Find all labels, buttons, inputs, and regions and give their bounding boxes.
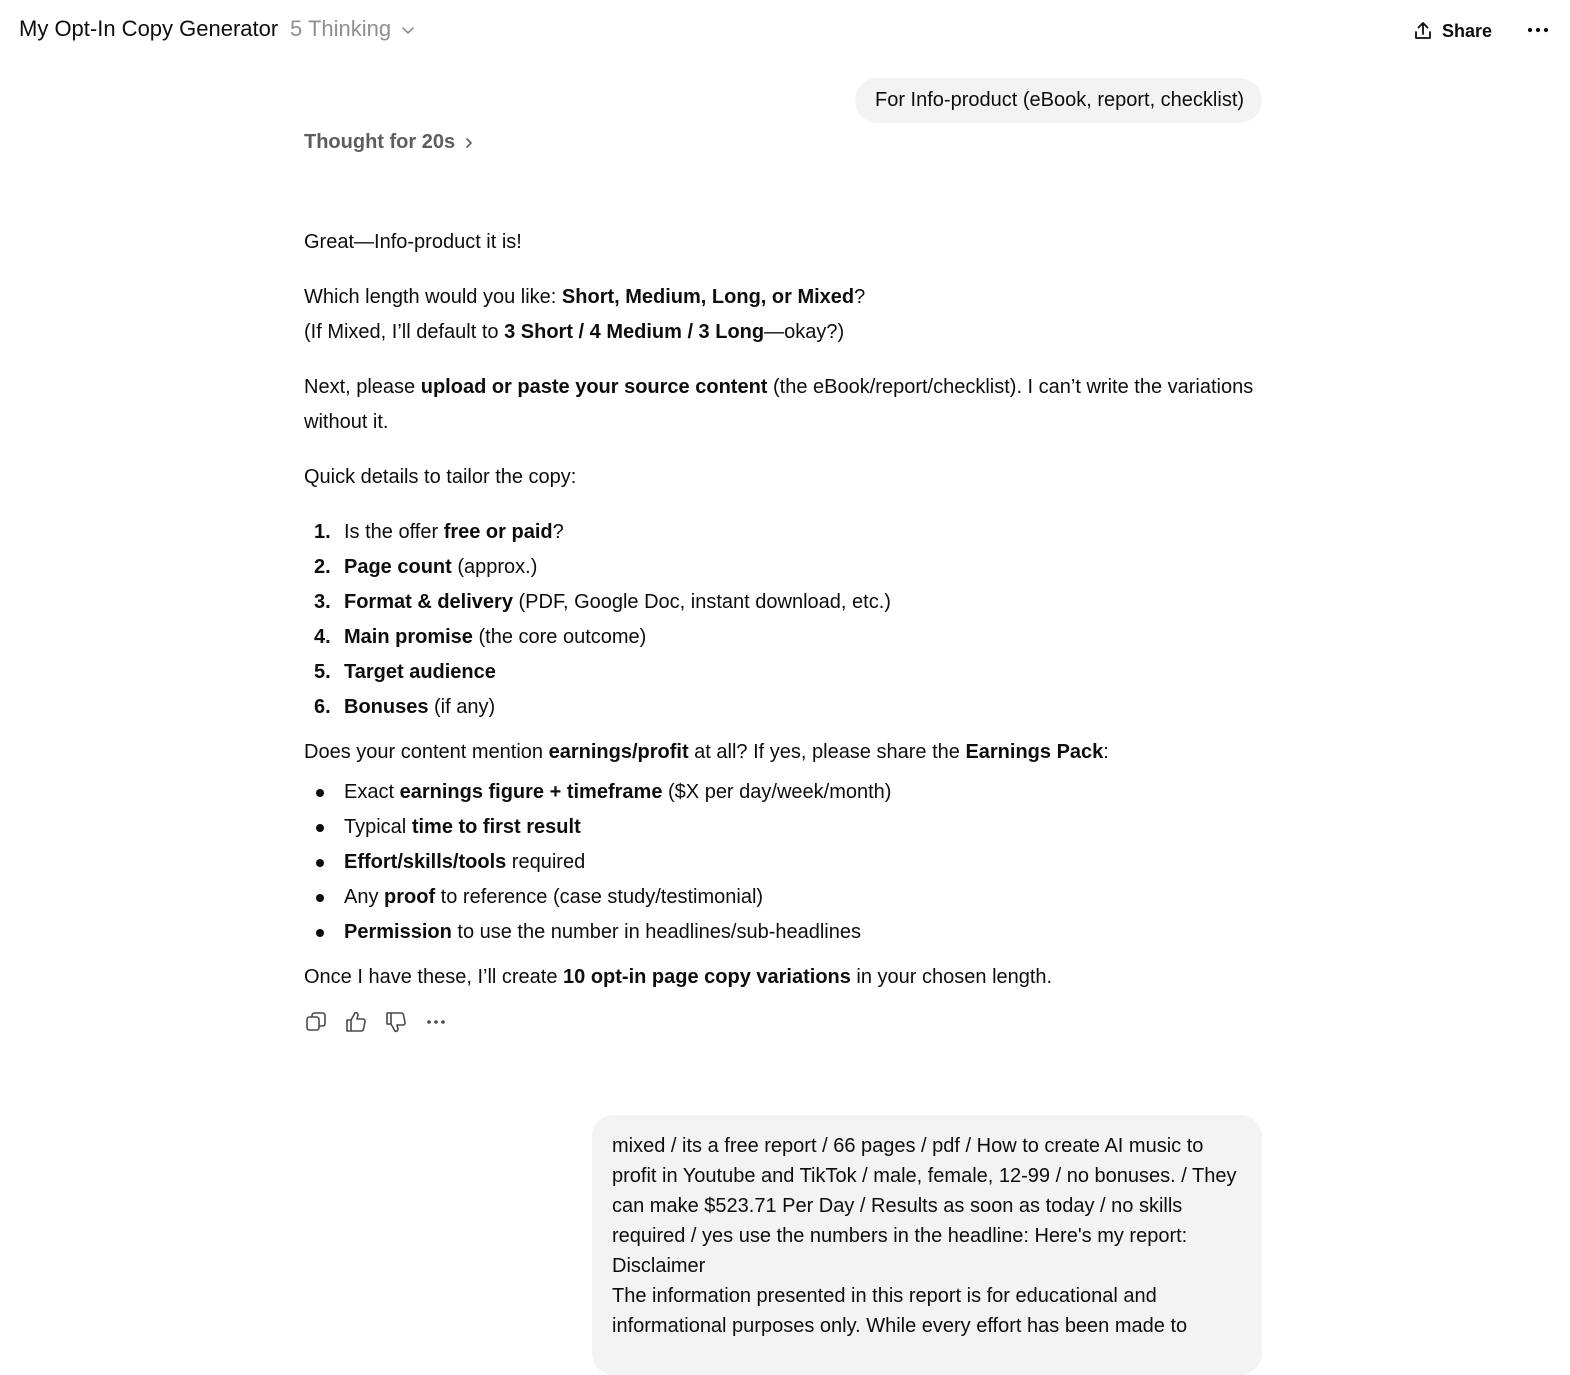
- chevron-right-icon: [463, 136, 475, 150]
- text: (the eBook/report/checklist). I can’t write the variations: [767, 376, 1254, 398]
- bold-text: Earnings Pack: [965, 741, 1104, 763]
- answer-paragraph: [304, 738, 1109, 766]
- text: (if any): [428, 696, 496, 718]
- bold-text: Page count: [344, 556, 452, 578]
- text: (approx.): [451, 556, 538, 578]
- chevron-down-icon[interactable]: [400, 22, 416, 38]
- text: Great—Info-product it is!: [304, 231, 522, 253]
- list-number: 3.: [314, 591, 331, 613]
- bold-text: Permission: [344, 921, 452, 943]
- bullet-dot: [316, 894, 324, 902]
- bold-text: earnings figure + timeframe: [399, 781, 663, 803]
- answer-paragraph: [304, 463, 576, 491]
- text: (PDF, Google Doc, instant download, etc.): [512, 591, 891, 613]
- message-line: required / yes use the numbers in the headline: Here's my report:: [612, 1225, 1188, 1247]
- text: Once I have these, I’ll create: [304, 966, 564, 988]
- text: to use the number in headlines/sub-headlines: [451, 921, 861, 943]
- text: Which length would you like:: [304, 286, 562, 308]
- text: Typical: [344, 816, 412, 838]
- list-number: 5.: [314, 661, 331, 683]
- answer-paragraph: [304, 373, 1253, 401]
- text: Does your content mention: [304, 741, 549, 763]
- share-button[interactable]: [1412, 18, 1492, 44]
- text: —okay?): [764, 321, 845, 343]
- text: ?: [854, 286, 866, 308]
- text: in your chosen length.: [850, 966, 1053, 988]
- bold-text: 3 Short / 4 Medium / 3 Long: [504, 321, 765, 343]
- answer-paragraph: [304, 318, 844, 346]
- text: Quick details to tailor the copy:: [304, 466, 577, 488]
- text: (the core outcome): [472, 626, 647, 648]
- bold-text: proof: [384, 886, 436, 908]
- list-number: 2.: [314, 556, 331, 578]
- message-line: The information presented in this report is for educational and: [612, 1285, 1157, 1307]
- text: ?: [552, 521, 564, 543]
- answer-paragraph: [304, 963, 1052, 991]
- more-actions-icon[interactable]: [424, 1010, 448, 1034]
- bold-text: Target audience: [344, 661, 496, 683]
- message-line: informational purposes only. While every effort has been made to: [612, 1315, 1188, 1337]
- bullet-dot: [316, 859, 324, 867]
- more-options-icon[interactable]: [1524, 20, 1552, 40]
- bold-text: upload or paste your source content: [420, 376, 768, 398]
- text: Is the offer: [344, 521, 444, 543]
- text: at all? If yes, please share the: [688, 741, 966, 763]
- thumbs-down-icon[interactable]: [384, 1010, 408, 1034]
- text: Next, please: [304, 376, 421, 398]
- list-number: 4.: [314, 626, 331, 648]
- user-message-bubble: [592, 1115, 1262, 1375]
- thumbs-up-icon[interactable]: [344, 1010, 368, 1034]
- app-title[interactable]: My Opt-In Copy Generator: [19, 16, 279, 41]
- message-line: Disclaimer: [612, 1255, 706, 1277]
- share-icon: [1412, 20, 1434, 42]
- list-number: 6.: [314, 696, 331, 718]
- user-message-bubble: For Info-product (eBook, report, checklist): [855, 78, 1262, 123]
- bold-text: 10 opt-in page copy variations: [563, 966, 851, 988]
- share-label: Share: [1442, 20, 1493, 41]
- answer-paragraph: [304, 283, 865, 311]
- message-line: profit in Youtube and TikTok / male, female, 12-99 / no bonuses. / They: [612, 1165, 1237, 1187]
- bold-text: earnings/profit: [548, 741, 689, 763]
- message-line: can make $523.71 Per Day / Results as soon as today / no skills: [612, 1195, 1183, 1217]
- text: to reference (case study/testimonial): [435, 886, 764, 908]
- bold-text: Bonuses: [344, 696, 429, 718]
- text: ($X per day/week/month): [662, 781, 892, 803]
- message-actions: [304, 1010, 448, 1034]
- top-bar: [0, 0, 1570, 62]
- text: Any: [344, 886, 385, 908]
- bold-text: Format & delivery: [344, 591, 513, 613]
- copy-icon[interactable]: [304, 1010, 328, 1034]
- bold-text: Main promise: [344, 626, 473, 648]
- text: :: [1103, 741, 1109, 763]
- list-number: 1.: [314, 521, 331, 543]
- bold-text: time to first result: [411, 816, 581, 838]
- bullet-dot: [316, 824, 324, 832]
- text: without it.: [304, 411, 389, 433]
- text: (If Mixed, I’ll default to: [304, 321, 505, 343]
- thought-label: Thought for 20s: [304, 131, 456, 153]
- answer-paragraph: [304, 228, 522, 256]
- bold-text: Effort/skills/tools: [344, 851, 507, 873]
- message-line: mixed / its a free report / 66 pages / pdf / How to create AI music to: [612, 1135, 1204, 1157]
- bullet-dot: [316, 789, 324, 797]
- text: Exact: [344, 781, 400, 803]
- bullet-dot: [316, 929, 324, 937]
- model-selector[interactable]: 5 Thinking: [290, 16, 392, 41]
- thought-toggle[interactable]: [304, 131, 475, 154]
- text: required: [506, 851, 586, 873]
- answer-paragraph: [304, 408, 388, 436]
- bold-text: Short, Medium, Long, or Mixed: [561, 286, 855, 308]
- bold-text: free or paid: [443, 521, 553, 543]
